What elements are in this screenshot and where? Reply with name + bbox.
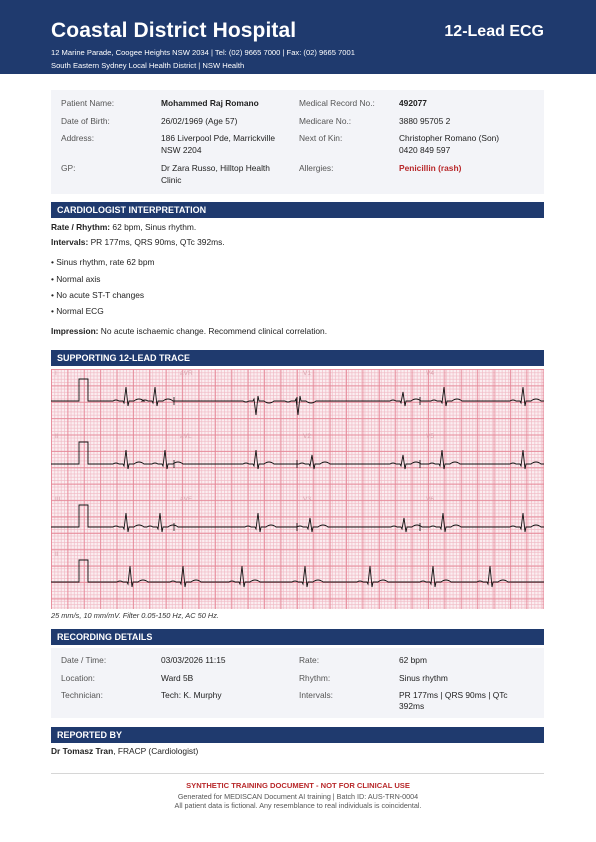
location-value: Ward 5B	[161, 673, 194, 683]
address-line-1: 186 Liverpool Pde, Marrickville	[161, 133, 276, 143]
hospital-address: 12 Marine Parade, Coogee Heights NSW 2034 | Tel: (02) 9665 7000 | Fax: (02) 9665 7001	[51, 48, 355, 57]
recording-intervals-line-2: 392ms	[399, 701, 425, 711]
gp-line-1: Dr Zara Russo, Hilltop Health	[161, 163, 270, 173]
rhythm-value: Sinus rhythm	[399, 673, 448, 683]
finding-item: • Sinus rhythm, rate 62 bpm	[51, 257, 155, 267]
lead-label: V3	[303, 496, 311, 503]
generated-note: Generated for MEDISCAN Document AI training | Batch ID: AUS-TRN-0004	[177, 792, 419, 801]
ecg-trace-svg	[51, 369, 544, 609]
intervals-line	[51, 237, 225, 248]
gp-line-2: Clinic	[161, 175, 182, 185]
ecg-waveform	[51, 505, 544, 532]
rate-rhythm-line	[51, 222, 196, 233]
fictional-disclaimer: All patient data is fictional. Any resemblance to real individuals is coincidental.	[174, 801, 422, 810]
reporter-line	[51, 746, 198, 757]
ecg-waveform	[51, 560, 544, 587]
report-header	[0, 0, 596, 74]
rhythm-label: Rhythm:	[299, 673, 331, 683]
lead-label: I	[55, 370, 57, 377]
hospital-name: Coastal District Hospital	[51, 19, 297, 42]
patient-name-label: Patient Name:	[61, 98, 115, 108]
address-label: Address:	[61, 133, 95, 143]
lead-label: aVF	[180, 496, 192, 503]
medicare-label: Medicare No.:	[299, 116, 352, 126]
address-line-2: NSW 2204	[161, 145, 202, 155]
lead-label: V2	[303, 433, 311, 440]
datetime-value: 03/03/2026 11:15	[161, 655, 226, 665]
patient-name: Mohammed Raj Romano	[161, 98, 259, 108]
impression-line	[51, 326, 327, 337]
dob-label: Date of Birth:	[61, 116, 110, 126]
rate-value: 62 bpm	[399, 655, 427, 665]
footer-divider	[51, 773, 544, 774]
health-district: South Eastern Sydney Local Health District | NSW Health	[51, 61, 245, 70]
technician-label: Technician:	[61, 690, 103, 700]
rate-rhythm-value: 62 bpm, Sinus rhythm.	[110, 222, 197, 232]
ecg-waveform	[51, 379, 544, 415]
patient-details	[51, 90, 544, 194]
finding-item: • No acute ST-T changes	[51, 290, 145, 300]
recording-intervals-line-1: PR 177ms | QRS 90ms | QTc	[399, 690, 508, 700]
dob-value: 26/02/1969 (Age 57)	[161, 116, 238, 126]
lead-label: II	[55, 433, 59, 440]
reporter-name: Dr Tomasz Tran	[51, 746, 114, 756]
trace-heading: SUPPORTING 12-LEAD TRACE	[51, 350, 544, 366]
next-of-kin-name: Christopher Romano (Son)	[399, 133, 500, 143]
intervals-label: Intervals:	[51, 237, 89, 247]
reported-by-heading: REPORTED BY	[51, 727, 544, 743]
synthetic-warning: SYNTHETIC TRAINING DOCUMENT - NOT FOR CLINICAL USE	[186, 781, 410, 790]
rate-label: Rate:	[299, 655, 320, 665]
lead-label: V5	[426, 433, 434, 440]
lead-label: V4	[426, 370, 434, 377]
trace-caption: 25 mm/s, 10 mm/mV. Filter 0.05-150 Hz, AC 50 Hz.	[51, 611, 219, 620]
location-label: Location:	[61, 673, 95, 683]
lead-label: aVL	[180, 433, 192, 440]
impression-value: No acute ischaemic change. Recommend clinical correlation.	[98, 326, 328, 336]
next-of-kin-label: Next of Kin:	[299, 133, 343, 143]
lead-label: aVR	[180, 370, 193, 377]
recording-intervals-label: Intervals:	[299, 690, 333, 700]
recording-heading: RECORDING DETAILS	[51, 629, 544, 645]
intervals-value: PR 177ms, QRS 90ms, QTc 392ms.	[88, 237, 225, 247]
ecg-waveform	[51, 442, 544, 469]
allergies-value: Penicillin (rash)	[399, 163, 462, 173]
mrn-value: 492077	[399, 98, 427, 108]
interpretation-heading: CARDIOLOGIST INTERPRETATION	[51, 202, 544, 218]
gp-label: GP:	[61, 163, 76, 173]
reporter-title: , FRACP (Cardiologist)	[113, 746, 199, 756]
lead-label: II	[55, 551, 59, 558]
finding-item: • Normal ECG	[51, 306, 104, 316]
rate-rhythm-label: Rate / Rhythm:	[51, 222, 111, 232]
next-of-kin-phone: 0420 849 597	[399, 145, 451, 155]
lead-label: V1	[303, 370, 311, 377]
allergies-label: Allergies:	[299, 163, 334, 173]
datetime-label: Date / Time:	[61, 655, 107, 665]
document-type: 12-Lead ECG	[444, 23, 544, 40]
recording-details	[51, 648, 544, 718]
lead-label: V6	[426, 496, 434, 503]
ecg-trace	[51, 369, 544, 609]
medicare-value: 3880 95705 2	[399, 116, 451, 126]
lead-label: III	[55, 496, 61, 503]
technician-value: Tech: K. Murphy	[161, 690, 222, 700]
finding-item: • Normal axis	[51, 274, 101, 284]
mrn-label: Medical Record No.:	[299, 98, 375, 108]
impression-label: Impression:	[51, 326, 99, 336]
